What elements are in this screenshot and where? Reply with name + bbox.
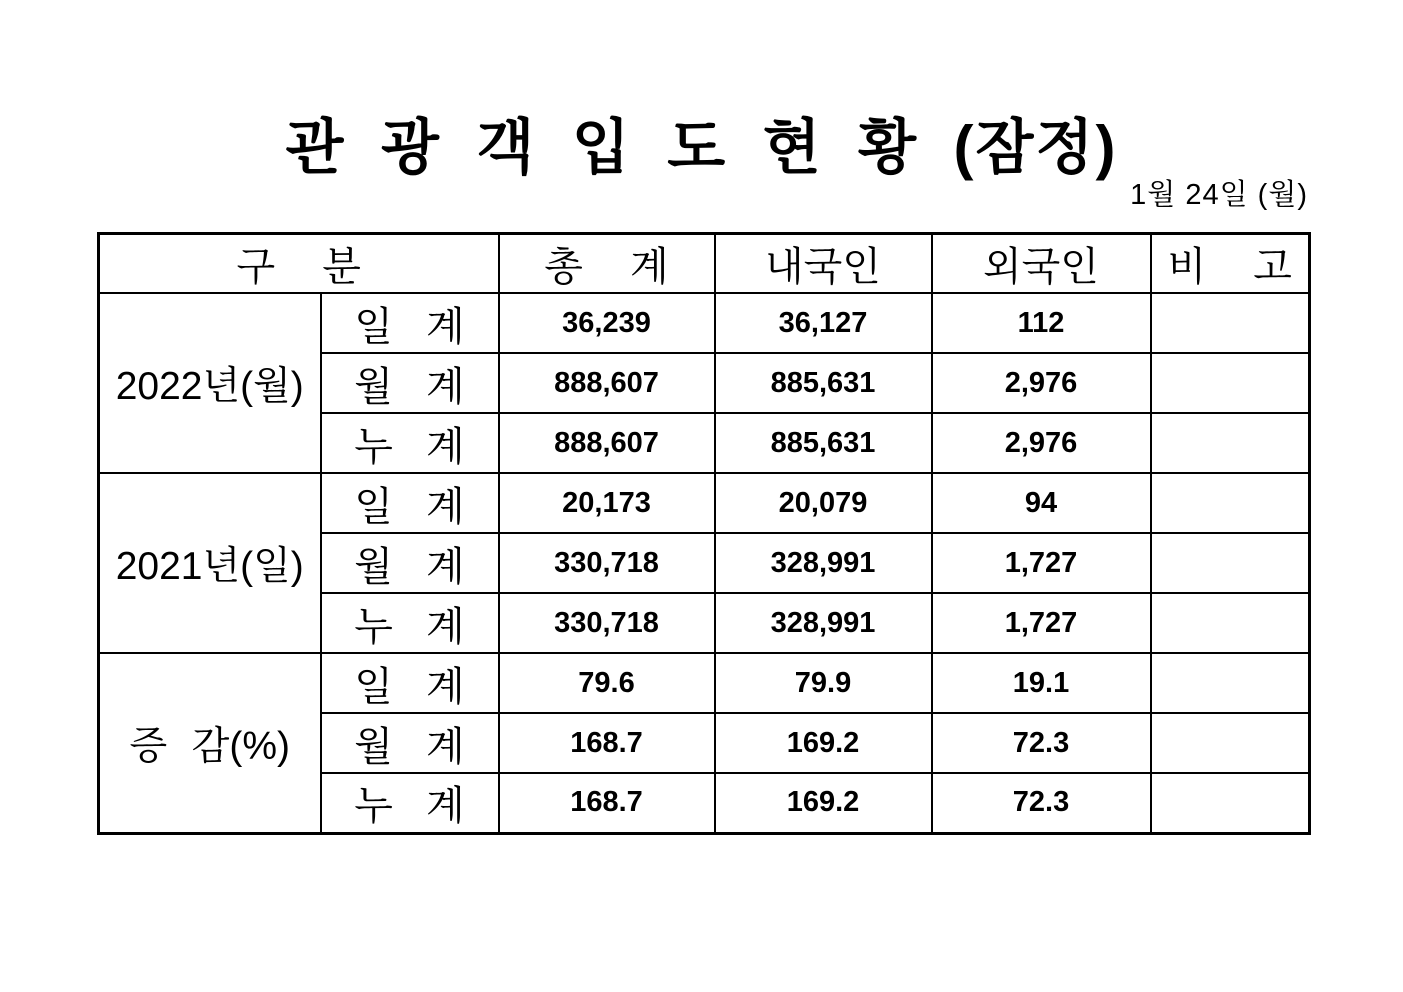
cell-domestic: 79.9	[715, 653, 932, 713]
cell-foreign: 19.1	[932, 653, 1151, 713]
cell-foreign: 72.3	[932, 773, 1151, 833]
cell-foreign: 72.3	[932, 713, 1151, 773]
group-label-change: 증 감(%)	[99, 653, 321, 833]
header-domestic: 내국인	[715, 234, 932, 294]
header-category: 구 분	[99, 234, 499, 294]
cell-note	[1151, 713, 1310, 773]
cell-foreign: 112	[932, 293, 1151, 353]
header-row	[99, 234, 1310, 294]
report-date: 1월 24일 (월)	[1130, 179, 1308, 211]
cell-total: 888,607	[499, 353, 715, 413]
header-note: 비 고	[1151, 234, 1310, 294]
cell-total: 168.7	[499, 773, 715, 833]
cell-total: 20,173	[499, 473, 715, 533]
table-row	[99, 473, 1310, 533]
row-label: 일 계	[321, 293, 499, 353]
cell-domestic: 885,631	[715, 353, 932, 413]
cell-foreign: 1,727	[932, 533, 1151, 593]
cell-total: 330,718	[499, 533, 715, 593]
table-row	[99, 293, 1310, 353]
cell-note	[1151, 773, 1310, 833]
cell-note	[1151, 473, 1310, 533]
cell-note	[1151, 413, 1310, 473]
cell-total: 36,239	[499, 293, 715, 353]
cell-domestic: 36,127	[715, 293, 932, 353]
cell-foreign: 2,976	[932, 413, 1151, 473]
cell-foreign: 1,727	[932, 593, 1151, 653]
row-label: 월 계	[321, 353, 499, 413]
cell-total: 168.7	[499, 713, 715, 773]
cell-note	[1151, 653, 1310, 713]
row-label: 월 계	[321, 533, 499, 593]
row-label: 월 계	[321, 713, 499, 773]
group-label-2021: 2021년(일)	[99, 473, 321, 653]
cell-note	[1151, 293, 1310, 353]
cell-domestic: 328,991	[715, 593, 932, 653]
header-total: 총 계	[499, 234, 715, 294]
cell-domestic: 20,079	[715, 473, 932, 533]
cell-total: 330,718	[499, 593, 715, 653]
cell-foreign: 2,976	[932, 353, 1151, 413]
cell-total: 79.6	[499, 653, 715, 713]
row-label: 일 계	[321, 473, 499, 533]
cell-note	[1151, 353, 1310, 413]
group-label-2022: 2022년(월)	[99, 293, 321, 473]
cell-foreign: 94	[932, 473, 1151, 533]
cell-domestic: 328,991	[715, 533, 932, 593]
table-row	[99, 653, 1310, 713]
row-label: 누 계	[321, 413, 499, 473]
header-foreign: 외국인	[932, 234, 1151, 294]
row-label: 누 계	[321, 773, 499, 833]
cell-note	[1151, 593, 1310, 653]
cell-domestic: 169.2	[715, 773, 932, 833]
document-title: 관 광 객 입 도 현 황 (잠정)	[285, 114, 1118, 181]
cell-note	[1151, 533, 1310, 593]
cell-total: 888,607	[499, 413, 715, 473]
cell-domestic: 885,631	[715, 413, 932, 473]
cell-domestic: 169.2	[715, 713, 932, 773]
tourist-arrivals-table	[97, 232, 1311, 835]
row-label: 누 계	[321, 593, 499, 653]
row-label: 일 계	[321, 653, 499, 713]
